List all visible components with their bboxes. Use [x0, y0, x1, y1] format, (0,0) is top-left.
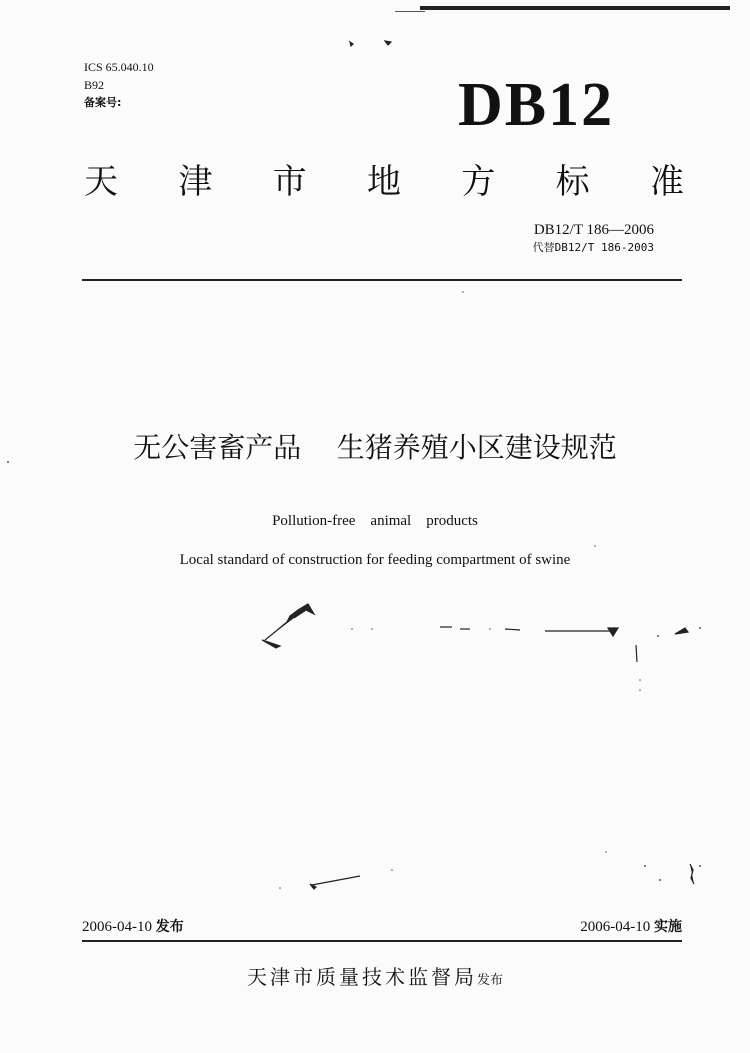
replaces-code: 代替DB12/T 186-2003 [532, 241, 654, 254]
db-logo: DB12 [458, 71, 615, 139]
standard-type-char: 市 [272, 162, 307, 202]
implement-date-block [580, 916, 682, 938]
classification-block [84, 58, 154, 112]
standard-type-heading [84, 160, 684, 204]
footer-divider [82, 940, 682, 942]
standard-type-char: 天 [84, 162, 118, 202]
implement-label: 实施 [654, 919, 682, 935]
document-title-en-line2: Local standard of construction for feeding compartment of swine [179, 552, 571, 568]
classification-code: B92 [84, 78, 105, 92]
publish-label: 发布 [155, 919, 184, 935]
filing-number: 备案号: [84, 96, 122, 109]
document-title-cn: 无公害畜产品 生猪养殖小区建设规范 [133, 431, 617, 464]
standard-code-block [533, 220, 654, 256]
publish-date: 2006-04-10 [82, 919, 152, 935]
standard-type-char: 方 [461, 162, 496, 202]
header-divider [82, 279, 682, 281]
standard-type-char: 地 [366, 162, 401, 202]
issuing-authority [0, 962, 750, 996]
issuer-label: 发布 [476, 973, 503, 988]
standard-type-char: 准 [649, 162, 684, 202]
issuer-name: 天津市质量技术监督局 [246, 965, 477, 989]
standard-type-char: 津 [178, 162, 213, 202]
implement-date: 2006-04-10 [580, 919, 651, 935]
ics-code: ICS 65.040.10 [84, 60, 154, 74]
scan-edge-bar-thin [395, 11, 425, 12]
publish-date-block [82, 916, 184, 938]
document-title-en-line1: Pollution-free animal products [272, 513, 478, 529]
standard-code: DB12/T 186—2006 [533, 222, 654, 238]
standard-type-char: 标 [555, 162, 590, 202]
scan-edge-bar [420, 6, 730, 10]
